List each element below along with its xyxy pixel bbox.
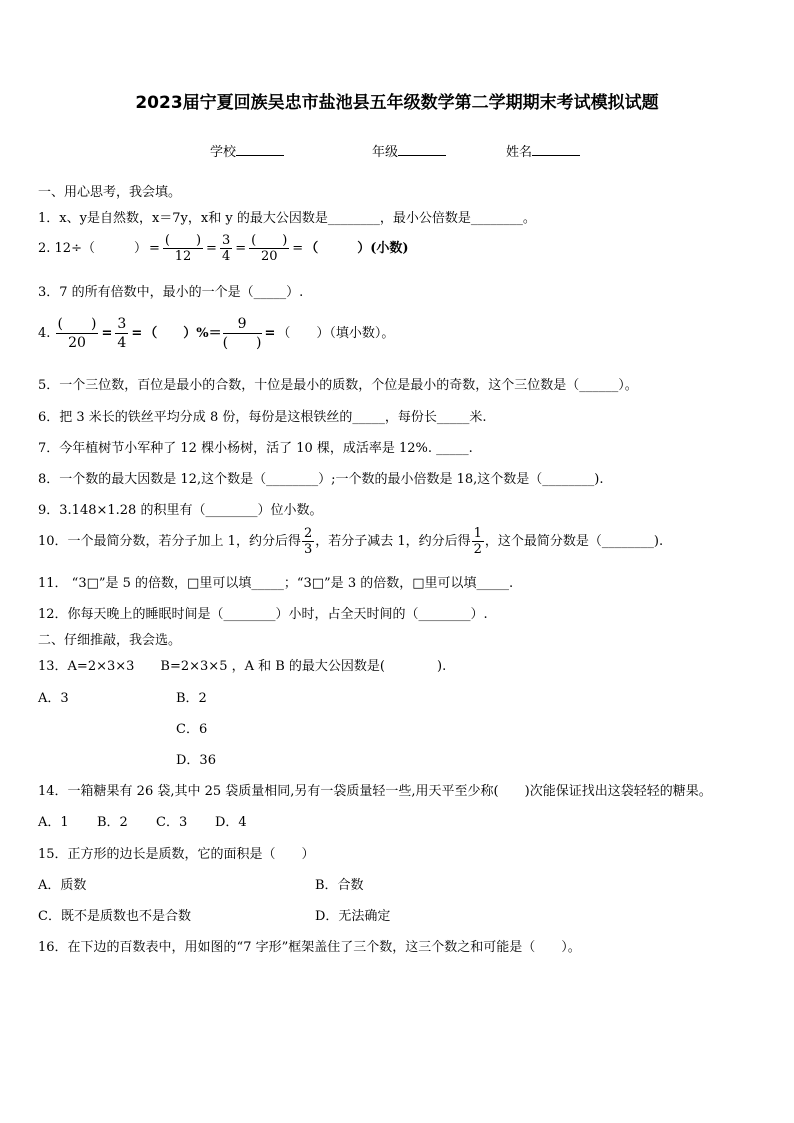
question-3: 3．7 的所有倍数中，最小的一个是（_____）.	[38, 285, 304, 300]
q10-fraction-2: $\frac{1}{2}$	[473, 526, 482, 557]
question-12: 12．你每天晚上的睡眠时间是（________）小时，占全天时间的（________）.	[38, 607, 488, 622]
q14-option-b[interactable]: B．2	[97, 815, 128, 830]
question-4: 4. $\frac{( )}{20}$ = $\frac{3}{4}$ = （ ）%＝ $\frac{9}{( )}$ = （ ）（填小数）。	[38, 316, 395, 351]
q2-fraction-3: $\frac{( )}{20}$	[251, 233, 288, 264]
school-field	[210, 141, 284, 160]
grade-blank[interactable]	[398, 142, 446, 156]
school-blank[interactable]	[236, 142, 284, 156]
grade-field	[372, 141, 446, 160]
question-1: 1．x、y是自然数，x＝7y，x和 y 的最大公因数是________，最小公倍数是________。	[38, 211, 536, 226]
section-heading-1: 一、用心思考，我会填。	[38, 185, 182, 200]
q4-suffix: （ ）（填小数）。	[277, 326, 395, 341]
question-9: 9．3.148×1.28 的积里有（________）位小数。	[38, 503, 323, 518]
page-title: 2023届宁夏回族吴忠市盐池县五年级数学第二学期期末考试模拟试题	[135, 93, 659, 113]
school-label: 学校	[210, 145, 237, 160]
grade-label: 年级	[372, 145, 399, 160]
question-13: 13．A=2×3×3 B=2×3×5 ，A 和 B 的最大公因数是( ).	[38, 659, 447, 674]
q15-option-a[interactable]: A．质数	[38, 878, 87, 893]
question-6: 6．把 3 米长的铁丝平均分成 8 份，每份是这根铁丝的_____，每份长_____米.	[38, 410, 487, 425]
q4-fraction-3: $\frac{9}{( )}$	[222, 316, 262, 351]
name-blank[interactable]	[532, 142, 580, 156]
name-label: 姓名	[506, 145, 533, 160]
question-16: 16．在下边的百数表中，用如图的“7 字形”框架盖住了三个数，这三个数之和可能是（ ）。	[38, 940, 581, 955]
q10-part-b: ，若分子减去 1，约分后得	[315, 534, 471, 549]
q14-option-d[interactable]: D．4	[215, 815, 247, 830]
question-10	[38, 526, 663, 557]
q15-option-c[interactable]: C．既不是质数也不是合数	[38, 909, 191, 924]
name-field	[506, 141, 580, 160]
q2-fraction-1: $\frac{( )}{12}$	[164, 233, 202, 264]
q15-option-b[interactable]: B．合数	[315, 878, 364, 893]
question-11: 11． “3□”是 5 的倍数，□里可以填_____；“3□”是 3 的倍数，□里可以填_____.	[38, 576, 514, 591]
q13-option-b[interactable]: B．2	[176, 691, 207, 706]
q4-prefix: 4.	[38, 326, 51, 341]
q10-part-a: 10．一个最简分数，若分子加上 1，约分后得	[38, 534, 301, 549]
q14-option-c[interactable]: C．3	[156, 815, 188, 830]
question-7: 7．今年植树节小军种了 12 棵小杨树，活了 10 棵，成活率是 12%. _____.	[38, 441, 473, 456]
question-8: 8．一个数的最大因数是 12,这个数是（________）;一个数的最小倍数是 18,这个数是（________).	[38, 472, 604, 487]
question-15: 15．正方形的边长是质数，它的面积是（ ）	[38, 847, 315, 862]
q14-option-a[interactable]: A．1	[38, 815, 69, 830]
q2-prefix: 2. 12÷（ ）	[38, 241, 147, 256]
q13-option-d[interactable]: D．36	[176, 753, 216, 768]
q10-fraction-1: $\frac{2}{3}$	[303, 526, 313, 557]
question-5: 5．一个三位数，百位是最小的合数，十位是最小的质数，个位是最小的奇数，这个三位数是（______）。	[38, 378, 638, 393]
q4-middle: （ ）%＝	[144, 326, 222, 341]
question-2: 2. 12÷（ ） = $\frac{( )}{12}$ = $\frac{3}{4}$ = $\frac{( )}{20}$ = （ ）(小数)	[38, 233, 409, 264]
q13-option-c[interactable]: C．6	[176, 722, 208, 737]
q13-option-a[interactable]: A．3	[38, 691, 69, 706]
q2-suffix: （ ）(小数)	[305, 241, 409, 256]
question-14: 14．一箱糖果有 26 袋,其中 25 袋质量相同,另有一袋质量轻一些,用天平至少称( )次能保证找出这袋轻轻的糖果。	[38, 784, 712, 799]
q15-option-d[interactable]: D．无法确定	[315, 909, 391, 924]
section-heading-2: 二、仔细推敲，我会选。	[38, 633, 182, 648]
q4-fraction-2: $\frac{3}{4}$	[117, 316, 127, 351]
q10-part-c: ，这个最简分数是（________).	[484, 534, 664, 549]
q2-fraction-2: $\frac{3}{4}$	[221, 233, 231, 264]
q4-fraction-1: $\frac{( )}{20}$	[57, 316, 97, 351]
